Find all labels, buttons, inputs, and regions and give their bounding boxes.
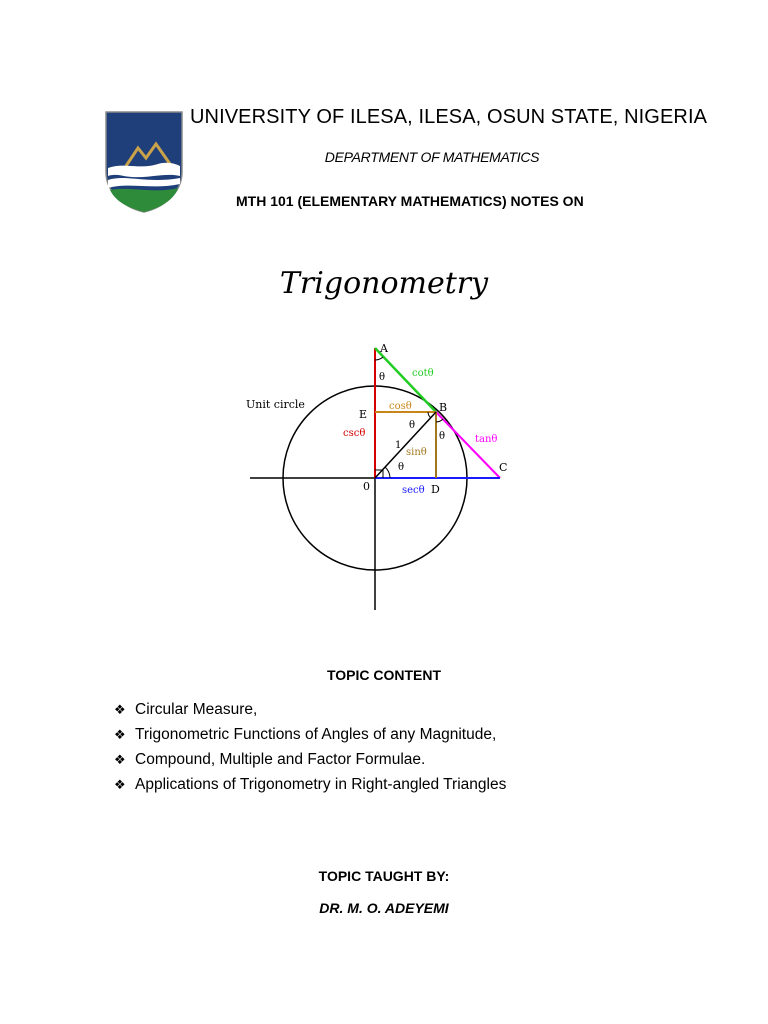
radius-segment — [375, 412, 436, 478]
department-name: DEPARTMENT OF MATHEMATICS — [324, 149, 540, 165]
point-d-label: D — [431, 483, 440, 496]
unit-circle-diagram — [238, 338, 528, 618]
sec-label: secθ — [402, 485, 425, 496]
point-c-label: C — [499, 461, 508, 474]
topic-list — [114, 699, 506, 799]
course-title: MTH 101 (ELEMENTARY MATHEMATICS) NOTES ON — [236, 193, 584, 209]
tan-segment — [436, 412, 500, 478]
list-item — [114, 749, 506, 774]
radius-one-label: 1 — [395, 440, 402, 451]
list-item — [114, 774, 506, 799]
list-item-text: Trigonometric Functions of Angles of any Magnitude, — [135, 726, 497, 743]
cos-label: cosθ — [389, 401, 412, 412]
theta-label-b1: θ — [409, 420, 416, 431]
theta-label-o: θ — [398, 462, 405, 473]
list-item-text: Circular Measure, — [135, 701, 258, 718]
diamond-bullet-icon: ❖ — [114, 777, 126, 792]
tan-label: tanθ — [475, 434, 498, 445]
angle-arc-b2 — [436, 419, 443, 422]
list-item — [114, 699, 506, 724]
list-item-text: Compound, Multiple and Factor Formulae. — [135, 751, 426, 768]
theta-label-a: θ — [379, 372, 386, 383]
sin-label: sinθ — [406, 447, 427, 458]
author-name: DR. M. O. ADEYEMI — [319, 900, 449, 916]
angle-arc-o — [385, 467, 390, 478]
taught-by-heading: TOPIC TAUGHT BY: — [318, 868, 450, 884]
point-e-label: E — [359, 408, 368, 421]
topic-content-heading: TOPIC CONTENT — [326, 667, 442, 683]
diamond-bullet-icon: ❖ — [114, 727, 126, 742]
origin-label: 0 — [363, 480, 370, 493]
csc-label: cscθ — [343, 428, 366, 439]
unit-circle-label: Unit circle — [246, 398, 305, 411]
theta-label-b2: θ — [439, 431, 446, 442]
diamond-bullet-icon: ❖ — [114, 702, 126, 717]
diamond-bullet-icon: ❖ — [114, 752, 126, 767]
point-a-label: A — [380, 342, 388, 355]
list-item — [114, 724, 506, 749]
angle-arc-a — [375, 357, 383, 360]
university-name: UNIVERSITY OF ILESA, ILESA, OSUN STATE, NIGERIA — [190, 106, 708, 128]
point-b-label: B — [439, 401, 448, 414]
list-item-text: Applications of Trigonometry in Right-angled Triangles — [135, 776, 507, 793]
cot-label: cotθ — [412, 368, 434, 379]
document-title: Trigonometry — [279, 266, 489, 301]
